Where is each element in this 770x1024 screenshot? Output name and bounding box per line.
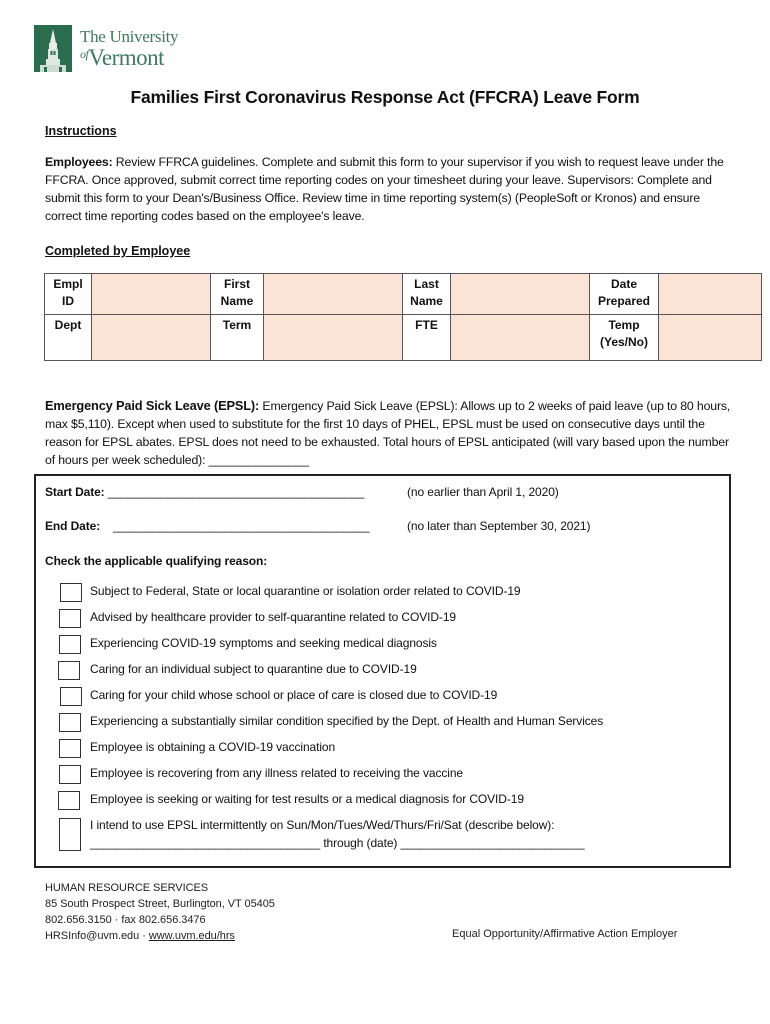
instructions-heading: Instructions xyxy=(45,124,117,138)
reason-label-6: Experiencing a substantially similar condition specified by the Dept. of Health and Human Services xyxy=(90,714,604,728)
reason-label-1: Subject to Federal, State or local quarantine or isolation order related to COVID-19 xyxy=(90,584,521,598)
term-field[interactable] xyxy=(264,315,403,361)
reason-checkbox-9[interactable] xyxy=(58,791,80,810)
reason-label-7: Employee is obtaining a COVID-19 vaccination xyxy=(90,740,336,754)
table-row xyxy=(45,315,762,361)
reason-label-5: Caring for your child whose school or place of care is closed due to COVID-19 xyxy=(90,688,498,702)
reason-label-2: Advised by healthcare provider to self-quarantine related to COVID-19 xyxy=(90,610,456,624)
epsl-description: Emergency Paid Sick Leave (EPSL): Emergency Paid Sick Leave (EPSL): Allows up to 2 weeks of paid leave (up to 80 hours, max $5,110). Except when used to substitute for the first 10 days of PHEL, EPSL must be used on consecutive days until the reason for EPSL abates. EPSL does not need to be exhausted. Total hours of EPSL anticipated (will vary based upon the number of hours per week scheduled): _______________ xyxy=(45,398,731,467)
fte-label: FTE xyxy=(403,315,451,361)
empl-id-label: Empl ID xyxy=(45,274,92,315)
empl-id-field[interactable] xyxy=(92,274,211,315)
reason-label-4: Caring for an individual subject to quarantine due to COVID-19 xyxy=(90,662,417,676)
footer-address: 85 South Prospect Street, Burlington, VT 05405 xyxy=(45,898,275,910)
fte-field[interactable] xyxy=(451,315,590,361)
instructions-text: Employees: Review FFRCA guidelines. Complete and submit this form to your supervisor if you wish to request leave under the FFCRA. Once approved, submit correct time reporting codes on your timesheet during your leave. Supervisors: Complete and submit this form to your Dean's/Business Office. Review time in time reporting system(s) (PeopleSoft or Kronos) and ensure correct time reporting codes based on the employee's leave. xyxy=(45,155,724,223)
logo-line-1: The University xyxy=(80,27,179,46)
bell-tower-icon xyxy=(34,25,72,72)
end-date-note: (no later than September 30, 2021) xyxy=(407,519,591,533)
uvm-logo-wordmark xyxy=(80,28,178,69)
dept-field[interactable] xyxy=(92,315,211,361)
first-name-field[interactable] xyxy=(264,274,403,315)
reason-checkbox-1[interactable] xyxy=(60,583,82,602)
footer-phone: 802.656.3150 · fax 802.656.3476 xyxy=(45,914,206,926)
reason-checkbox-8[interactable] xyxy=(59,765,81,784)
reason-checkbox-6[interactable] xyxy=(59,713,81,732)
dept-label: Dept xyxy=(45,315,92,361)
reason-label-3: Experiencing COVID-19 symptoms and seeking medical diagnosis xyxy=(90,636,437,650)
reasons-heading: Check the applicable qualifying reason: xyxy=(45,554,268,568)
reason-label-8: Employee is recovering from any illness related to receiving the vaccine xyxy=(90,766,463,780)
start-date-label: Start Date: xyxy=(45,485,105,499)
date-prepared-label: Date Prepared xyxy=(590,274,659,315)
end-date-label: End Date: xyxy=(45,519,101,533)
intermittent-through-field[interactable]: ____________________________ xyxy=(400,836,585,850)
page-title: Families First Coronavirus Response Act (FFCRA) Leave Form xyxy=(130,87,640,107)
start-date-field[interactable]: _______________________________________ xyxy=(107,485,365,499)
footer-contact xyxy=(45,880,275,944)
employee-info-table xyxy=(44,273,762,361)
employee-section-heading: Completed by Employee xyxy=(45,244,191,258)
start-date-note: (no earlier than April 1, 2020) xyxy=(407,485,559,499)
term-label: Term xyxy=(211,315,264,361)
reason-checkbox-2[interactable] xyxy=(59,609,81,628)
reason-checkbox-10[interactable] xyxy=(59,818,81,851)
reason-checkbox-7[interactable] xyxy=(59,739,81,758)
footer-email-web: HRSInfo@uvm.edu · www.uvm.edu/hrs xyxy=(45,930,235,942)
epsl-hours-blank[interactable]: _______________ xyxy=(208,453,309,467)
table-row xyxy=(45,274,762,315)
reason-label-9: Employee is seeking or waiting for test results or a medical diagnosis for COVID-19 xyxy=(90,792,524,806)
uvm-logo-mark xyxy=(34,25,72,72)
last-name-field[interactable] xyxy=(451,274,590,315)
temp-label: Temp (Yes/No) xyxy=(590,315,659,361)
end-date-row xyxy=(45,519,369,533)
reason-checkbox-4[interactable] xyxy=(58,661,80,680)
last-name-label: Last Name xyxy=(403,274,451,315)
reason-label-10: I intend to use EPSL intermittently on Sun/Mon/Tues/Wed/Thurs/Fri/Sat (describe below): xyxy=(90,818,555,832)
first-name-label: First Name xyxy=(211,274,264,315)
reason-checkbox-3[interactable] xyxy=(59,635,81,654)
temp-field[interactable] xyxy=(659,315,762,361)
footer-dept: HUMAN RESOURCE SERVICES xyxy=(45,882,209,894)
footer-website-link[interactable]: www.uvm.edu/hrs xyxy=(148,930,235,942)
start-date-row xyxy=(45,485,364,499)
footer-eeo: Equal Opportunity/Affirmative Action Employer xyxy=(452,928,678,940)
logo-line-2: $^{of}$Vermont xyxy=(80,45,165,70)
date-prepared-field[interactable] xyxy=(659,274,762,315)
intermittent-from-field[interactable]: ___________________________________ xyxy=(90,836,321,850)
intermittent-dates-row: ___________________________________ through (date) ____________________________ xyxy=(90,836,585,850)
end-date-field[interactable]: _______________________________________ xyxy=(113,519,370,533)
reason-checkbox-5[interactable] xyxy=(60,687,82,706)
footer-email[interactable]: HRSInfo@uvm.edu xyxy=(45,930,140,942)
